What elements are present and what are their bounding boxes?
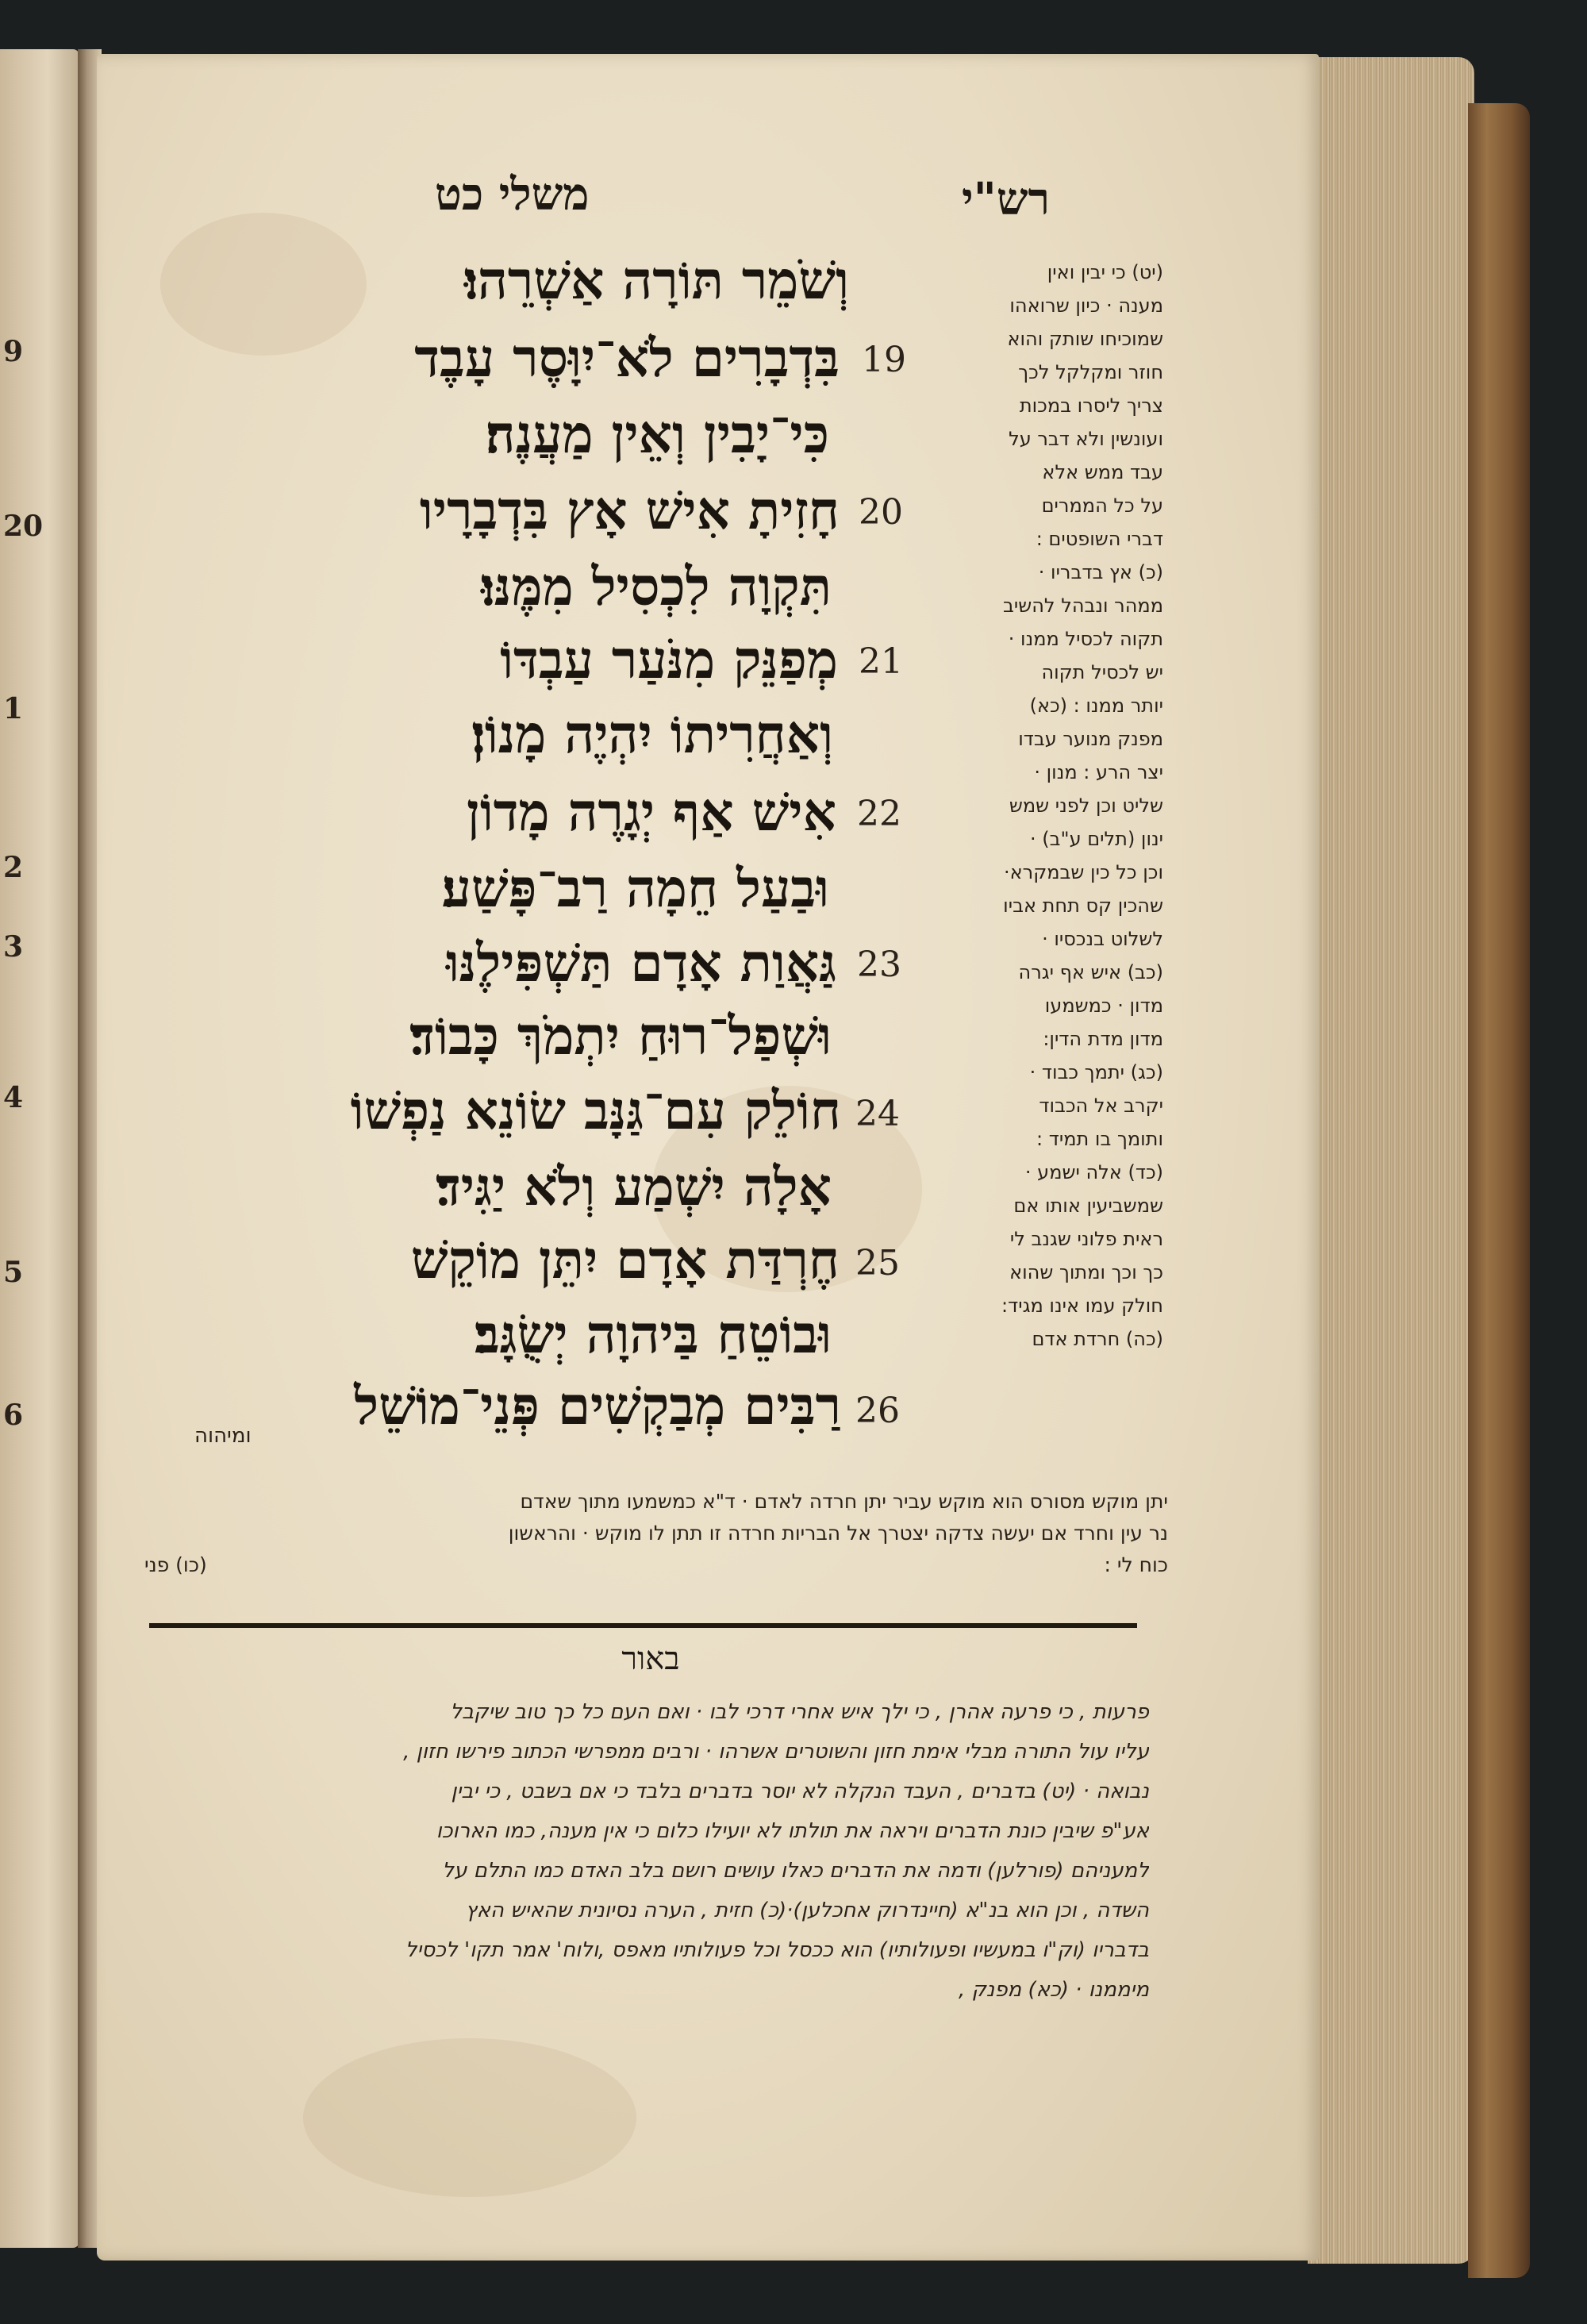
- verse-line: אִישׁ אַף יְגָרֶה מָדוֹן: [467, 781, 836, 843]
- left-page-edge: [0, 49, 79, 2248]
- rashi-line: מדון · כמשמעו: [1044, 995, 1163, 1017]
- margin-number: 3: [3, 930, 24, 964]
- rashi-line: שמוכיחו שותק והוא: [1007, 328, 1163, 350]
- biur-catchword: מי: [1130, 1978, 1149, 2002]
- rashi-line: מדון מדת הדין:: [1043, 1028, 1163, 1050]
- rashi-line: ממהר ונבהל להשיב: [1003, 594, 1163, 617]
- biur-line: פרעות , כי פרעה אהרן , כי ילך איש אחרי דרכי לבו · ואם העם כל כך טוב שיקבל: [450, 1700, 1149, 1724]
- rashi-line: תקוה לכסיל ממנו ·: [1008, 628, 1163, 650]
- rashi-line: דברי השופטים :: [1036, 528, 1163, 550]
- rashi-line: (כ) אץ בדבריו ·: [1038, 561, 1163, 583]
- biur-tail: ממנו · (כא) מפנק ,: [958, 1978, 1131, 2002]
- rashi-wide-line: יתן מוקש מסורס הוא מוקש עביר יתן חרדה לאדם · ד"א כמשמעו מתוך שאדם: [520, 1490, 1168, 1513]
- biur-line: אע"פ שיבין כונת הדברים ויראה את תולתו לא יועילו כלום כי אין מענה, כמו הארוכו: [436, 1819, 1149, 1843]
- margin-number: 6: [3, 1399, 24, 1432]
- verse-number: 24: [855, 1094, 900, 1134]
- rashi-line: על כל הממרים: [1041, 494, 1163, 517]
- verse-line: חוֹלֵק עִם־גַּנָּב שׂוֹנֵא נַפְשׁוֹ: [350, 1079, 841, 1141]
- paper-stain: [303, 2038, 636, 2197]
- rashi-line: מפנק מנוער עבדו: [1018, 728, 1163, 750]
- rashi-line: יצר הרע : מנון ·: [1034, 761, 1163, 783]
- rashi-line: (כד) אלה ישמע ·: [1024, 1161, 1163, 1183]
- verse-line: מְפַנֵּק מִנֹּעַר עַבְדּוֹ: [500, 629, 838, 691]
- verse-line: וּבַעַל חֵמָה רַב־פָּשַׁע׃: [441, 857, 829, 919]
- verse-line: וּבוֹטֵחַ בַּיהוָה יְשֻׂגָּב׃: [474, 1303, 832, 1365]
- rashi-wide-line: נר עין וחרד אם יעשה צדקה יצטרך אל הבריות חרדה זו תתן לו מוקש · והראשון: [508, 1522, 1168, 1545]
- rashi-line: (כב) איש אף יגרה: [1018, 961, 1163, 983]
- verse-number: 21: [859, 641, 903, 682]
- rashi-line: (כג) יתמך כבוד ·: [1029, 1061, 1163, 1083]
- verse-number: 19: [862, 340, 906, 380]
- verse-line: אָלָה יִשְׁמַע וְלֹא יַגִּיד׃: [436, 1156, 832, 1218]
- rashi-line: עבד ממש אלא: [1042, 461, 1163, 483]
- rashi-line: יותר ממנו : (כא): [1029, 695, 1163, 717]
- biur-line-last: [141, 1970, 1149, 2010]
- verse-line: גַּאֲוַת אָדָם תַּשְׁפִּילֶנּוּ: [446, 932, 836, 994]
- biur-line: נבואה · (יט) בדברים , העבד הנקלה לא יוסר בדברים בלבד כי אם בשבט , כי יבין: [451, 1780, 1149, 1803]
- rashi-line: וכן כל כין שבמקרא·: [1003, 861, 1163, 883]
- rashi-line: שליט וכן לפני שמש: [1009, 795, 1163, 817]
- margin-number: 9: [3, 335, 24, 368]
- margin-number: 1: [3, 692, 24, 725]
- left-margin-numbers: [0, 49, 48, 2248]
- verse-line: וְשֹׁמֵר תּוֹרָה אַשְׁרֵהוּ׃: [463, 249, 849, 311]
- verse-number: 23: [857, 945, 901, 985]
- margin-number: 2: [3, 851, 24, 884]
- biur-heading: באור: [621, 1641, 680, 1677]
- rashi-continuation: [144, 1486, 1168, 1581]
- rashi-line: ינון (תלים ע"ב) ·: [1030, 828, 1163, 850]
- rashi-tail: כוח לי :: [1104, 1553, 1168, 1576]
- verse-line: בִּדְבָרִים לֹא־יִוָּסֶר עָבֶד: [414, 327, 840, 389]
- rashi-line: ראית פלוני שגנב לי: [1009, 1228, 1163, 1250]
- side-catchword: ומיהוה: [194, 1424, 252, 1448]
- margin-number: 4: [3, 1081, 24, 1114]
- section-divider: [149, 1623, 1137, 1628]
- rashi-line: ותומך בו תמיד :: [1036, 1128, 1163, 1150]
- margin-number: 5: [3, 1256, 24, 1289]
- verse-number: 22: [857, 794, 901, 834]
- rashi-line: לשלוט בנכסיו ·: [1042, 928, 1163, 950]
- verse-line: חָזִיתָ אִישׁ אָץ בִּדְבָרָיו: [419, 479, 840, 541]
- verse-number: 26: [855, 1391, 900, 1431]
- rashi-line: צריך ליסרו במכות: [1019, 394, 1163, 417]
- margin-number: 20: [3, 510, 44, 543]
- rashi-line: (יט) כי יבין ואין: [1047, 261, 1163, 283]
- book-spine: [1468, 103, 1530, 2278]
- rashi-line: שמשביעין אותו אם: [1013, 1195, 1163, 1217]
- page-edges: [1308, 57, 1474, 2264]
- biur-line: עליו עול התורה מבלי אימת חזון והשוטרים אשרהו · ורבים ממפרשי הכתוב פירשו חזון ,: [403, 1740, 1149, 1764]
- verse-number: 20: [859, 492, 903, 533]
- verse-number: 25: [855, 1243, 900, 1283]
- rashi-line: מענה · כיון שרואהו: [1009, 294, 1163, 317]
- rashi-line: ועונשין ולא דבר על: [1009, 428, 1163, 450]
- verse-line: חֶרְדַּת אָדָם יִתֵּן מוֹקֵשׁ: [410, 1229, 840, 1291]
- rashi-line: (כה) חרדת אדם: [1032, 1328, 1163, 1350]
- rashi-line: חולק עמו אינו מגיד:: [1001, 1295, 1163, 1317]
- rashi-line: חוזר ומקלקל לכך: [1018, 361, 1163, 383]
- running-head-mishlei: משלי כט: [435, 168, 590, 221]
- rashi-line: שהכין קס תחת אביו: [1003, 895, 1163, 917]
- rashi-line: כך וכך ומתוך שהוא: [1009, 1261, 1163, 1283]
- rashi-line: יקרב אל הכבוד: [1039, 1095, 1163, 1117]
- verse-line: תִּקְוָה לִכְסִיל מִמֶּנּוּ׃: [481, 556, 832, 618]
- verse-line: וּשְׁפַל־רוּחַ יִתְמֹךְ כָּבוֹד׃: [409, 1005, 832, 1067]
- biur-line: השדה , וכן הוא בנ"א (חיינדרוק אחכלען)·(כ) חזית , הערה נסיונית שהאיש האץ: [465, 1899, 1149, 1922]
- rashi-catch: (כו) פני: [144, 1553, 207, 1576]
- biur-line: למעניהם (פורלען) ודמה את הדברים כאלו עושים רושם בלב האדם כמו התלם על: [442, 1859, 1149, 1883]
- rashi-line: יש לכסיל תקוה: [1041, 661, 1163, 683]
- paper-stain: [160, 213, 367, 356]
- running-head-rashi: רש"י: [962, 173, 1051, 225]
- rashi-commentary: [895, 256, 1163, 1356]
- verse-line: כִּי־יָבִין וְאֵין מַעֲנֶה׃: [485, 403, 829, 465]
- rashi-wide-line-last: [144, 1549, 1168, 1581]
- verse-line: רַבִּים מְבַקְשִׁים פְּנֵי־מוֹשֵׁל: [354, 1375, 841, 1437]
- verse-line: וְאַחֲרִיתוֹ יִהְיֶה מָנוֹן׃: [471, 703, 833, 765]
- biur-line: בדבריו (וק"ו במעשיו ופעולותיו) הוא ככסל וכל פעולותיו מאפס ,ולוח' אמר תקו' לכסיל: [405, 1938, 1149, 1962]
- biur-commentary: [141, 1692, 1149, 2010]
